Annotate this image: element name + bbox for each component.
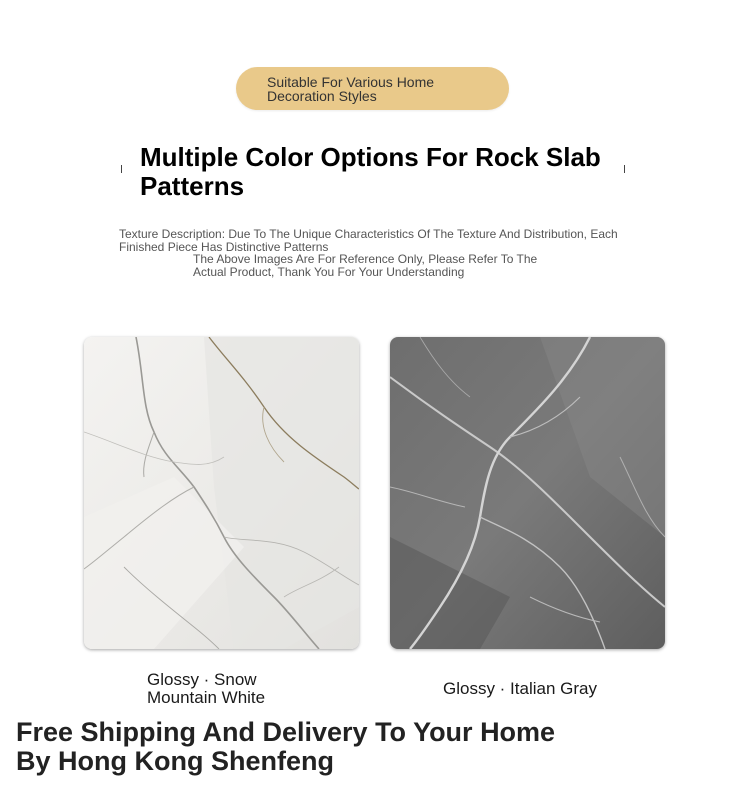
page-title: Multiple Color Options For Rock Slab Patterns bbox=[140, 142, 601, 201]
italian-gray-label: Glossy · Italian Gray bbox=[443, 679, 597, 698]
style-badge-text: Suitable For Various Home Decoration Styles bbox=[267, 74, 435, 104]
divider-mark-left bbox=[121, 165, 122, 173]
snow-mountain-white-swatch[interactable] bbox=[84, 337, 359, 649]
shipping-banner: Free Shipping And Delivery To Your Home By Hong Kong Shenfeng bbox=[16, 717, 556, 776]
italian-gray-swatch[interactable] bbox=[390, 337, 665, 649]
style-badge bbox=[236, 67, 509, 110]
white-marble-image bbox=[84, 337, 359, 649]
reference-note: The Above Images Are For Reference Only, Please Refer To The Actual Product, Thank You For Your Understanding bbox=[193, 252, 538, 279]
snow-mountain-white-label: Glossy · Snow Mountain White bbox=[147, 670, 266, 707]
texture-description: Texture Description: Due To The Unique Characteristics Of The Texture And Distribution, Each Finished Piece Has Distinctive Patterns bbox=[119, 227, 618, 254]
gray-marble-image bbox=[390, 337, 665, 649]
divider-mark-right bbox=[624, 165, 625, 173]
